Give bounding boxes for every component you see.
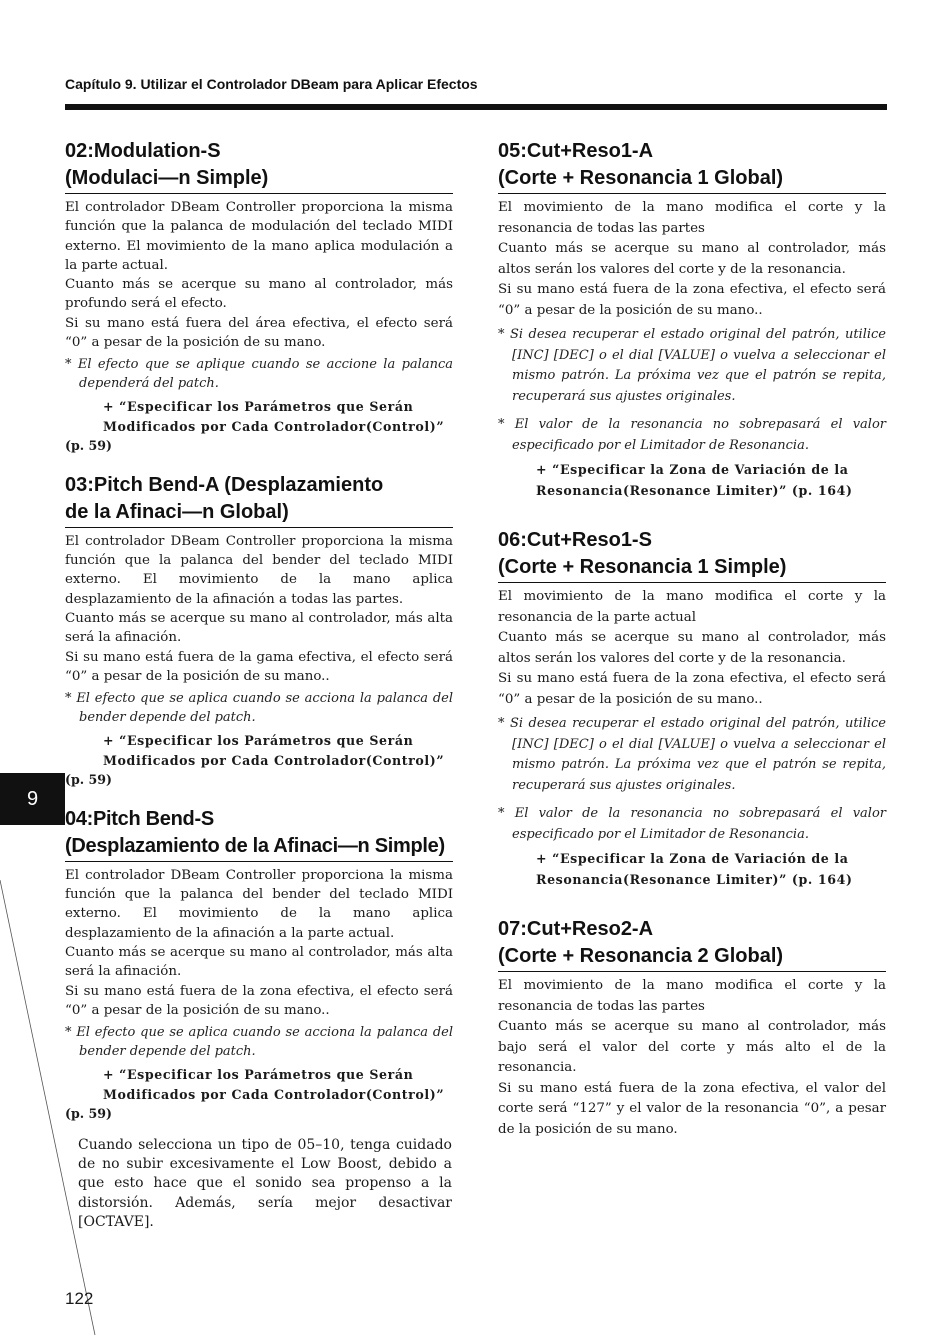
section-note: * El efecto que se aplica cuando se acciona la palanca del bender depende del patch. [65, 691, 453, 725]
margin-line [0, 880, 100, 1340]
section-body: El movimiento de la mano modifica el corte y la resonancia de todas las partes Cuanto más se acerque su mano al controlador, más bajo será el valor del corte y más alto el de la resonancia. Si su mano está fuera de la zona efectiva, el valor del corte será “127” y el valor de la resonancia “0”, a pesar de la posición de su mano. [498, 978, 886, 1137]
section-body: El movimiento de la mano modifica el corte y la resonancia de la parte actual Cuanto más se acerque su mano al controlador, más altos serán los valores del corte y de la resonancia. Si su mano está fuera de la zona efectiva, el efecto será “0” a pesar de la posición de su mano.. [498, 589, 886, 707]
section-title: 06:Cut+Reso1-S (Corte + Resonancia 1 Simple) [498, 527, 886, 583]
chapter-tab: 9 [0, 773, 65, 825]
section-cut-reso1-a [498, 138, 886, 501]
page-number: 122 [65, 1289, 94, 1308]
section-pitch-bend-a [65, 472, 453, 790]
cross-reference: + “Especificar los Parámetros que Serán Modificados por Cada Controlador(Control)” (p. 59) [65, 733, 445, 788]
section-cut-reso1-s [498, 527, 886, 890]
section-title: 07:Cut+Reso2-A (Corte + Resonancia 2 Global) [498, 916, 886, 972]
section-cut-reso2-a [498, 916, 886, 1140]
section-modulation-s [65, 138, 453, 456]
section-note: * El valor de la resonancia no sobrepasará el valor especificado por el Limitador de Resonancia. [498, 417, 886, 453]
caution-text: Cuando selecciona un tipo de 05–10, tenga cuidado de no subir excesivamente el Low Boost, debido a que esto hace que el sonido sea propenso a la distorsión. Además, sería mejor desactivar [OCTAVE]. [78, 1137, 452, 1230]
section-note: * El efecto que se aplique cuando se accione la palanca dependerá del patch. [65, 357, 453, 391]
section-pitch-bend-s [65, 806, 453, 1124]
header-rule [65, 104, 887, 110]
section-body: El movimiento de la mano modifica el corte y la resonancia de todas las partes Cuanto más se acerque su mano al controlador, más altos serán los valores del corte y de la resonancia. Si su mano está fuera de la zona efectiva, el efecto será “0” a pesar de la posición de su mano.. [498, 200, 886, 318]
cross-reference: + “Especificar los Parámetros que Serán Modificados por Cada Controlador(Control)” (p. 59) [65, 399, 445, 454]
section-body: El controlador DBeam Controller proporciona la misma función que la palanca de modulación del teclado MIDI externo. El movimiento de la mano aplica modulación a la parte actual. Cuanto más se acerque su mano al controlador, más profundo será el efecto. Si su mano está fuera del área efectiva, el efecto será “0” a pesar de la posición de su mano. [65, 200, 453, 351]
chapter-header: Capítulo 9. Utilizar el Controlador DBeam para Aplicar Efectos [65, 76, 478, 92]
cross-reference: + “Especificar la Zona de Variación de la Resonancia(Resonance Limiter)” (p. 164) [536, 851, 853, 887]
section-title: 04:Pitch Bend-S (Desplazamiento de la Afinaci—n Simple) [65, 806, 453, 862]
section-body: El controlador DBeam Controller proporciona la misma función que la palanca del bender del teclado MIDI externo. El movimiento de la mano aplica desplazamiento de la afinación a la parte actual. Cuanto más se acerque su mano al controlador, más alta será la afinación. Si su mano está fuera de la zona efectiva, el efecto será “0” a pesar de la posición de su mano.. [65, 867, 453, 1018]
left-column [65, 138, 453, 1140]
section-title: 03:Pitch Bend-A (Desplazamiento de la Afinaci—n Global) [65, 472, 453, 528]
right-column [498, 138, 886, 1156]
section-title: 02:Modulation-S (Modulaci—n Simple) [65, 138, 453, 194]
section-body: El controlador DBeam Controller proporciona la misma función que la palanca del bender del teclado MIDI externo. El movimiento de la mano aplica desplazamiento de la afinación a todas las partes. Cuanto más se acerque su mano al controlador, más alta será la afinación. Si su mano está fuera de la gama efectiva, el efecto será “0” a pesar de la posición de su mano.. [65, 533, 453, 684]
section-note: * El efecto que se aplica cuando se acciona la palanca del bender depende del patch. [65, 1025, 453, 1059]
cross-reference: + “Especificar los Parámetros que Serán Modificados por Cada Controlador(Control)” (p. 59) [65, 1067, 445, 1122]
section-note: * Si desea recuperar el estado original del patrón, utilice [INC] [DEC] o el dial [VALUE] o vuelva a seleccionar el mismo patrón. La próxima vez que el patrón se repita, recuperará sus ajustes originales. [498, 327, 886, 404]
section-title: 05:Cut+Reso1-A (Corte + Resonancia 1 Global) [498, 138, 886, 194]
cross-reference: + “Especificar la Zona de Variación de la Resonancia(Resonance Limiter)” (p. 164) [536, 462, 853, 498]
section-note: * El valor de la resonancia no sobrepasará el valor especificado por el Limitador de Resonancia. [498, 806, 886, 842]
section-note: * Si desea recuperar el estado original del patrón, utilice [INC] [DEC] o el dial [VALUE] o vuelva a seleccionar el mismo patrón. La próxima vez que el patrón se repita, recuperará sus ajustes originales. [498, 716, 886, 793]
